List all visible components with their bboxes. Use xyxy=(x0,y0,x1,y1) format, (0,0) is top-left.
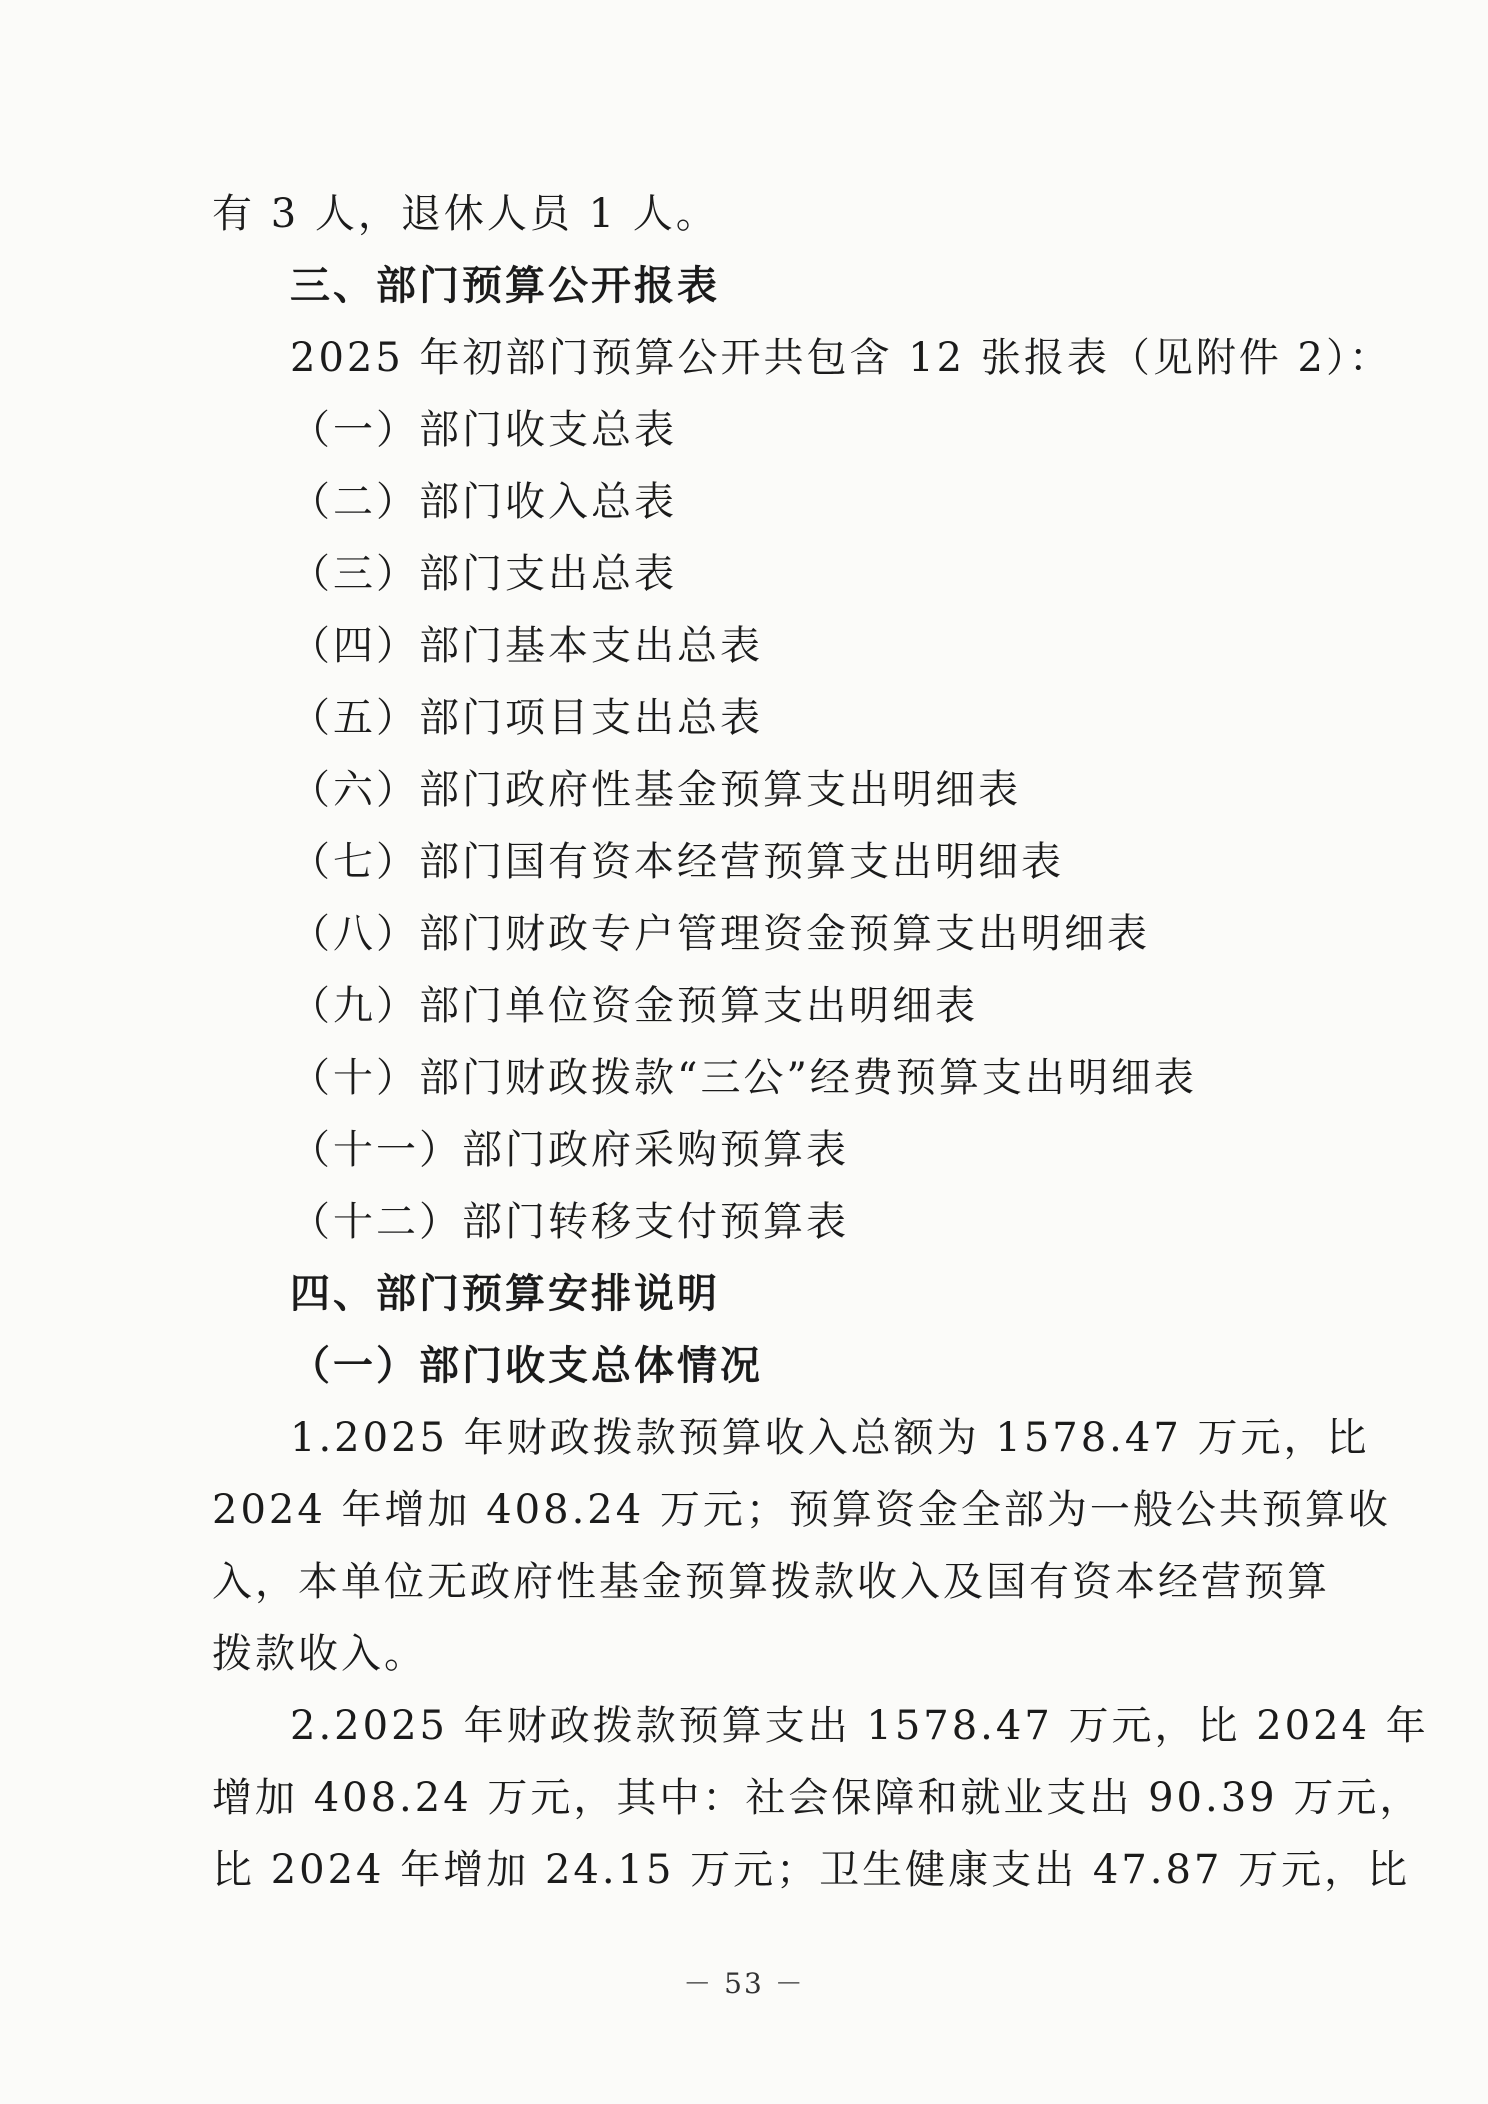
section-heading-3: 三、部门预算公开报表 xyxy=(290,262,720,309)
list-item: （十）部门财政拨款“三公”经费预算支出明细表 xyxy=(290,1055,1197,1101)
paragraph-line: 2.2025 年财政拨款预算支出 1578.47 万元，比 2024 年 xyxy=(290,1703,1429,1749)
list-item: （八）部门财政专户管理资金预算支出明细表 xyxy=(290,911,1150,957)
paragraph-line: 入，本单位无政府性基金预算拨款收入及国有资本经营预算 xyxy=(212,1559,1330,1605)
section-heading-4: 四、部门预算安排说明 xyxy=(290,1270,720,1317)
paragraph-line: 拨款收入。 xyxy=(212,1631,427,1677)
list-item: （一）部门收支总表 xyxy=(290,407,677,453)
list-item: （二）部门收入总表 xyxy=(290,479,677,525)
list-item: （五）部门项目支出总表 xyxy=(290,695,763,741)
paragraph-line: 1.2025 年财政拨款预算收入总额为 1578.47 万元，比 xyxy=(290,1415,1370,1461)
list-item: （三）部门支出总表 xyxy=(290,551,677,597)
list-item: （九）部门单位资金预算支出明细表 xyxy=(290,983,978,1029)
list-item: （四）部门基本支出总表 xyxy=(290,623,763,669)
paragraph-continuation: 有 3 人，退休人员 1 人。 xyxy=(212,191,719,237)
reports-intro: 2025 年初部门预算公开共包含 12 张报表（见附件 2）： xyxy=(290,335,1393,381)
list-item: （六）部门政府性基金预算支出明细表 xyxy=(290,767,1021,813)
paragraph-line: 比 2024 年增加 24.15 万元；卫生健康支出 47.87 万元，比 xyxy=(212,1847,1411,1893)
subsection-heading: （一）部门收支总体情况 xyxy=(290,1342,763,1389)
list-item: （七）部门国有资本经营预算支出明细表 xyxy=(290,839,1064,885)
page-number: － 53 － xyxy=(683,1967,805,2000)
paragraph-line: 增加 408.24 万元，其中：社会保障和就业支出 90.39 万元， xyxy=(212,1775,1423,1821)
list-item: （十二）部门转移支付预算表 xyxy=(290,1199,849,1245)
paragraph-line: 2024 年增加 408.24 万元；预算资金全部为一般公共预算收 xyxy=(212,1487,1391,1533)
list-item: （十一）部门政府采购预算表 xyxy=(290,1127,849,1173)
